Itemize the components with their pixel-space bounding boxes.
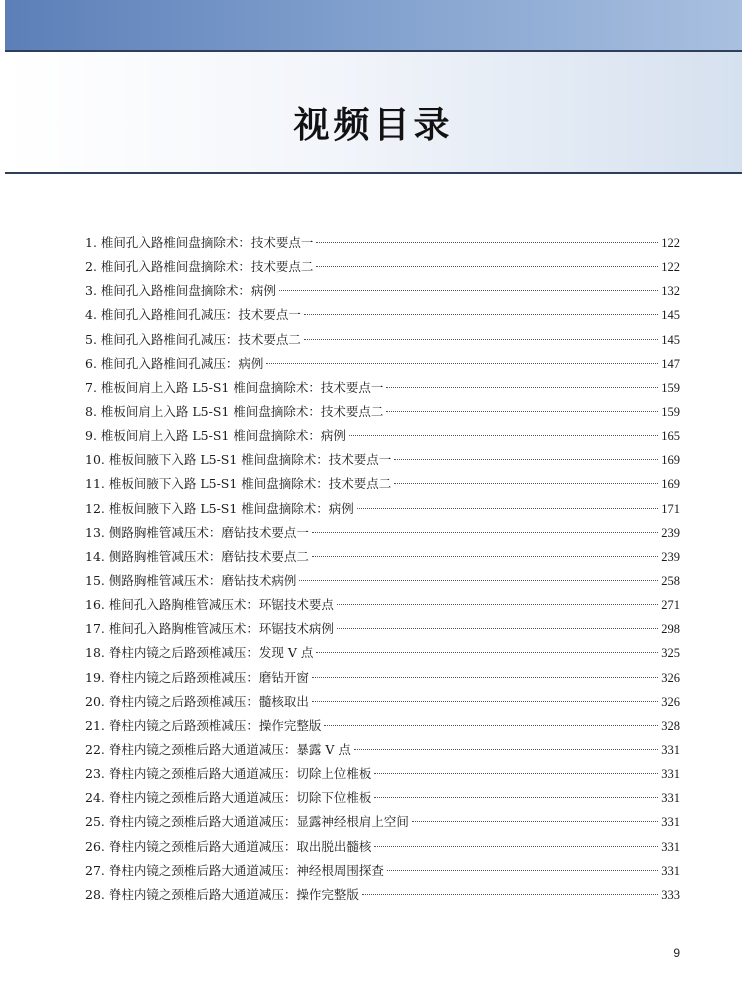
toc-entry-page: 326 [661,670,680,685]
toc-entry [85,400,680,424]
toc-entry-page: 159 [661,404,680,419]
toc-entry-title: 13. 侧路胸椎管减压术：磨钻技术要点一 [85,524,309,540]
leader-dots [324,725,658,726]
toc-entry [85,762,680,786]
toc-entry [85,352,680,376]
leader-dots [266,363,658,364]
page-title: 视频目录 [293,105,454,146]
toc-entry-page: 331 [661,767,680,782]
title-banner [5,50,742,174]
toc-entry-page: 298 [661,622,680,637]
toc-entry [85,666,680,690]
leader-dots [374,773,658,774]
toc-entry-page: 325 [661,646,680,661]
toc-entry-title: 14. 侧路胸椎管减压术：磨钻技术要点二 [85,548,309,564]
leader-dots [374,797,658,798]
toc-entry-page: 331 [661,791,680,806]
leader-dots [374,846,658,847]
toc-entry-title: 5. 椎间孔入路椎间孔减压：技术要点二 [85,331,301,347]
toc-entry-title: 18. 脊柱内镜之后路颈椎减压：发现 V 点 [85,645,314,661]
toc-entry-title: 21. 脊柱内镜之后路颈椎减压：操作完整版 [85,717,322,733]
toc-entry [85,303,680,327]
leader-dots [394,459,658,460]
leader-dots [386,387,658,388]
toc-entry-title: 24. 脊柱内镜之颈椎后路大通道减压：切除下位椎板 [85,790,372,806]
toc-entry-page: 145 [661,332,680,347]
toc-entry [85,376,680,400]
toc-entry-title: 25. 脊柱内镜之颈椎后路大通道减压：显露神经根肩上空间 [85,814,409,830]
leader-dots [337,628,658,629]
toc-entry [85,617,680,641]
leader-dots [312,532,658,533]
toc-entry-title: 1. 椎间孔入路椎间盘摘除术：技术要点一 [85,235,314,250]
toc-entry [85,859,680,883]
toc-entry-page: 122 [661,236,680,250]
toc-entry-title: 17. 椎间孔入路胸椎管减压术：环锯技术病例 [85,621,334,637]
leader-dots [316,242,658,243]
page-number: 9 [673,946,680,960]
leader-dots [316,652,658,653]
leader-dots [304,339,658,340]
leader-dots [312,701,658,702]
toc-entry [85,786,680,810]
toc-entry-page: 331 [661,742,680,757]
toc-entry [85,472,680,496]
toc-entry [85,593,680,617]
toc-entry [85,738,680,762]
toc-entry-title: 19. 脊柱内镜之后路颈椎减压：磨钻开窗 [85,669,309,685]
toc-entry [85,690,680,714]
toc-entry-title: 3. 椎间孔入路椎间盘摘除术：病例 [85,283,276,299]
toc-entry-page: 169 [661,477,680,492]
leader-dots [354,749,658,750]
toc-entry-title: 4. 椎间孔入路椎间孔减压：技术要点一 [85,307,301,323]
leader-dots [349,435,658,436]
toc-entry [85,641,680,665]
leader-dots [316,266,658,267]
toc-entry-page: 239 [661,525,680,540]
leader-dots [279,290,658,291]
toc-entry-title: 28. 脊柱内镜之颈椎后路大通道减压：操作完整版 [85,886,359,902]
toc-entry-title: 9. 椎板间肩上入路 L5-S1 椎间盘摘除术：病例 [85,428,346,444]
toc-entry [85,835,680,859]
toc-entry-title: 15. 侧路胸椎管减压术：磨钻技术病例 [85,572,297,588]
toc-entry [85,883,680,907]
toc-entry-title: 7. 椎板间肩上入路 L5-S1 椎间盘摘除术：技术要点一 [85,379,384,395]
toc-entry-page: 258 [661,573,680,588]
leader-dots [394,483,658,484]
leader-dots [299,580,658,581]
leader-dots [337,604,658,605]
header-color-band [5,0,742,50]
toc-entry-page: 326 [661,694,680,709]
toc-entry [85,424,680,448]
toc-entry-page: 331 [661,815,680,830]
toc-entry [85,279,680,303]
toc-entry-page: 122 [661,260,680,275]
toc-entry-title: 2. 椎间孔入路椎间盘摘除术：技术要点二 [85,259,314,275]
toc-entry-page: 271 [661,598,680,613]
toc-entry [85,497,680,521]
toc-entry-page: 159 [661,380,680,395]
toc-entry-title: 23. 脊柱内镜之颈椎后路大通道减压：切除上位椎板 [85,766,372,782]
toc-entry-title: 6. 椎间孔入路椎间孔减压：病例 [85,355,264,371]
toc-entry [85,448,680,472]
leader-dots [387,870,658,871]
toc-entry-title: 27. 脊柱内镜之颈椎后路大通道减压：神经根周围探查 [85,862,384,878]
toc-entry-page: 132 [661,284,680,299]
leader-dots [362,894,658,895]
toc-entry [85,231,680,255]
toc-entry-page: 171 [661,501,680,516]
toc-entry-title: 22. 脊柱内镜之颈椎后路大通道减压：暴露 V 点 [85,741,351,757]
toc-entry [85,255,680,279]
leader-dots [357,508,658,509]
toc-entry-page: 165 [661,429,680,444]
toc-entry [85,810,680,834]
toc-entry-title: 10. 椎板间腋下入路 L5-S1 椎间盘摘除术：技术要点一 [85,452,392,468]
toc-entry [85,328,680,352]
toc-entry-page: 333 [661,887,680,902]
toc-entry [85,569,680,593]
leader-dots [312,677,658,678]
toc-entry-title: 11. 椎板间腋下入路 L5-S1 椎间盘摘除术：技术要点二 [85,476,392,492]
toc-entry-page: 331 [661,863,680,878]
toc-entry-title: 26. 脊柱内镜之颈椎后路大通道减压：取出脱出髓核 [85,838,372,854]
toc-entry [85,521,680,545]
toc-entry [85,714,680,738]
leader-dots [386,411,658,412]
leader-dots [412,821,658,822]
toc-entry-page: 145 [661,308,680,323]
table-of-contents [85,231,680,907]
toc-entry-title: 20. 脊柱内镜之后路颈椎减压：髓核取出 [85,693,309,709]
toc-entry-title: 8. 椎板间肩上入路 L5-S1 椎间盘摘除术：技术要点二 [85,403,384,419]
toc-entry-title: 12. 椎板间腋下入路 L5-S1 椎间盘摘除术：病例 [85,500,354,516]
leader-dots [312,556,658,557]
toc-entry-title: 16. 椎间孔入路胸椎管减压术：环锯技术要点 [85,597,334,613]
toc-entry-page: 147 [661,356,680,371]
leader-dots [304,314,658,315]
toc-entry-page: 239 [661,549,680,564]
toc-entry-page: 169 [661,453,680,468]
toc-entry [85,545,680,569]
toc-entry-page: 328 [661,718,680,733]
toc-entry-page: 331 [661,839,680,854]
